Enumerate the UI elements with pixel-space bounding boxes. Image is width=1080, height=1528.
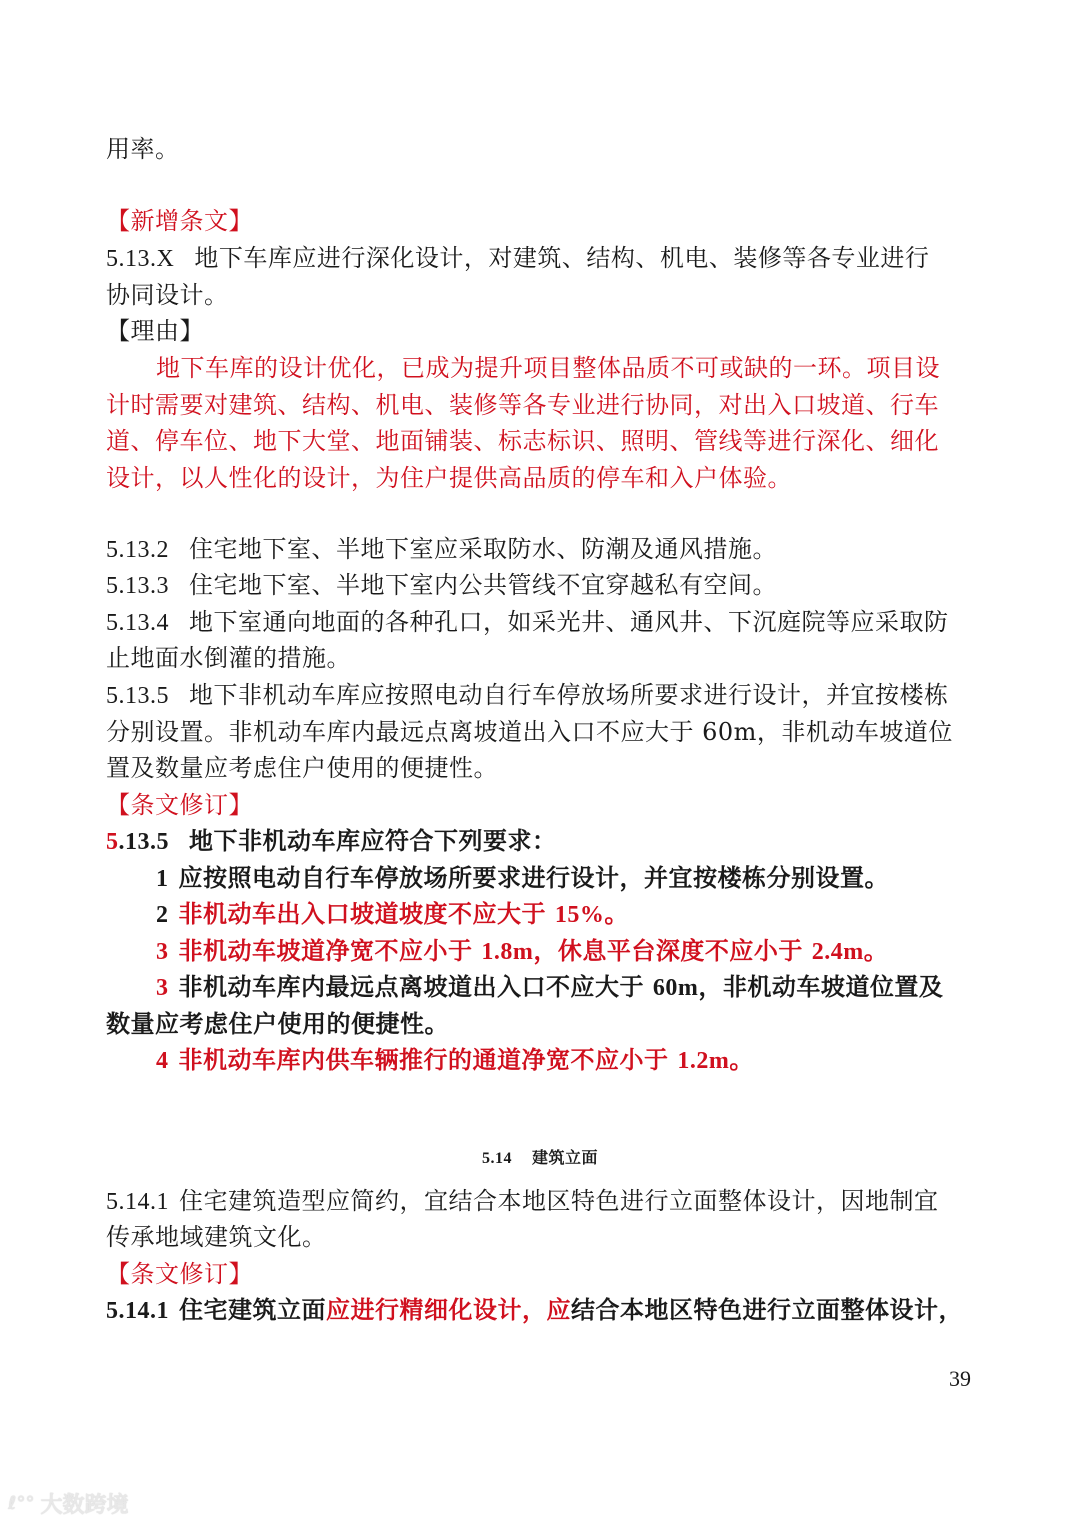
clause-5-13-5 [106, 677, 949, 714]
clause-5-13-4-cont [106, 640, 351, 676]
clause-text: 置及数量应考虑住户使用的便捷性。 [106, 754, 498, 782]
clause-5-13-x [106, 240, 929, 277]
tag-label: 【理由】 [106, 317, 204, 345]
revised-item-3 [156, 969, 943, 1006]
clause-number: 5.13.5 [106, 683, 169, 709]
clause-5-14-1 [106, 1183, 939, 1220]
clause-text: 地下车库应进行深化设计，对建筑、结构、机电、装修等各专业进行 [194, 244, 930, 272]
clause-text: 住宅地下室、半地下室应采取防水、防潮及通风措施。 [189, 535, 777, 563]
item-text: 数量应考虑住户使用的便捷性。 [106, 1009, 449, 1038]
clause-text: 结合本地区特色进行立面整体设计， [571, 1295, 963, 1324]
clause-number: 5.13.4 [106, 610, 169, 636]
clause-5-13-5-cont-1 [106, 714, 953, 750]
item-text-added: 非机动车库内供车辆推行的通道净宽不应小于 [178, 1045, 678, 1074]
revised-item-4 [156, 1042, 754, 1079]
item-text: 非机动车库内最远点离坡道出入口不应大于 [178, 972, 653, 1001]
clause-5-13-3 [106, 567, 777, 604]
item-number: 1 [156, 866, 169, 892]
tag-label: 【条文修订】 [106, 791, 253, 819]
item-number: 4 [156, 1048, 169, 1074]
watermark [8, 1488, 129, 1519]
watermark-logo-icon: ℓ°° [8, 1493, 35, 1514]
section-title: 建筑立面 [531, 1148, 598, 1167]
clause-text-added: 应进行精细化设计，应 [326, 1295, 571, 1324]
clause-text: 住宅建筑造型应简约，宜结合本地区特色进行立面整体设计，因地制宜 [179, 1187, 939, 1215]
punctuation: 。 [604, 899, 629, 928]
clause-5-13-2 [106, 531, 777, 568]
watermark-text: 大数跨境 [40, 1493, 129, 1518]
tag-label: 【新增条文】 [106, 207, 253, 235]
clause-5-13-x-cont [106, 277, 229, 313]
revision-tag [106, 787, 253, 823]
reason-line-2 [106, 387, 939, 423]
clause-text: 住宅建筑立面 [179, 1295, 326, 1324]
item-number: 3 [156, 975, 169, 1001]
clause-text: 止地面水倒灌的措施。 [106, 644, 351, 672]
clause-5-13-4 [106, 604, 949, 641]
clause-text: 传承地域建筑文化。 [106, 1223, 327, 1251]
item-text: 应按照电动自行车停放场所要求进行设计，并宜按楼栋分别设置。 [178, 863, 889, 892]
reason-line-4 [106, 460, 792, 496]
punctuation: 。 [863, 936, 889, 965]
revised-item-3-cont [106, 1006, 449, 1042]
clause-number: 5.14.1 [106, 1298, 169, 1324]
section-number: 5.14 [481, 1150, 512, 1167]
clause-number: 5.13.2 [106, 537, 169, 563]
clause-text: 地下非机动车库应符合下列要求： [189, 826, 557, 855]
clause-5-13-5-cont-2 [106, 750, 498, 786]
new-clause-tag [106, 203, 253, 239]
revised-item-3-added [156, 933, 888, 970]
page-number: 39 [949, 1366, 971, 1391]
item-value: 15% [554, 902, 605, 928]
revised-item-2 [156, 896, 629, 933]
reason-tag [106, 313, 204, 349]
punctuation: 。 [729, 1045, 754, 1074]
section-heading-5-14 [0, 1140, 1080, 1177]
text: 用率。 [106, 135, 180, 163]
item-value: 2.4m [811, 939, 864, 965]
reason-text: 设计，以人性化的设计，为住户提供高品质的停车和入户体验。 [106, 464, 792, 492]
reason-text: 道、停车位、地下大堂、地面铺装、标志标识、照明、管线等进行深化、细化 [106, 427, 939, 455]
item-number: 3 [156, 939, 169, 965]
reason-text: 计时需要对建筑、结构、机电、装修等各专业进行协同，对出入口坡道、行车 [106, 391, 939, 419]
clause-text: 地下室通向地面的各种孔口，如采光井、通风井、下沉庭院等应采取防 [189, 608, 949, 636]
paragraph-continuation [106, 131, 180, 167]
revised-item-1 [156, 860, 889, 897]
revised-clause-5-13-5 [106, 823, 557, 860]
item-value: 1.8m [481, 939, 534, 965]
clause-number: 5.13.3 [106, 573, 169, 599]
clause-text: 住宅地下室、半地下室内公共管线不宜穿越私有空间。 [189, 571, 777, 599]
clause-text: 地下非机动车库应按照电动自行车停放场所要求进行设计，并宜按楼栋 [189, 681, 949, 709]
revision-tag-2 [106, 1256, 253, 1292]
revised-clause-5-14-1 [106, 1292, 963, 1329]
reason-line-3 [106, 423, 939, 459]
item-value: 1.2m [677, 1048, 730, 1074]
clause-number: .13.5 [118, 829, 169, 855]
clause-5-14-1-cont [106, 1219, 327, 1255]
clause-number: 5.14.1 [106, 1189, 169, 1215]
tag-label: 【条文修订】 [106, 1260, 253, 1288]
clause-text: 分别设置。非机动车库内最远点离坡道出入口不应大于 60m，非机动车坡道位 [106, 718, 953, 746]
clause-number: 5.13.X [106, 246, 175, 272]
item-text-added: 非机动车出入口坡道坡度不应大于 [178, 899, 555, 928]
reason-text: 地下车库的设计优化，已成为提升项目整体品质不可或缺的一环。项目设 [156, 354, 940, 382]
reason-line-1 [156, 350, 940, 386]
item-number: 2 [156, 902, 169, 928]
clause-text: 协同设计。 [106, 281, 229, 309]
item-text-added: ，休息平台深度不应小于 [533, 936, 812, 965]
clause-number-changed: 5 [106, 829, 119, 855]
item-text: ，非机动车坡道位置及 [698, 972, 944, 1001]
item-value: 60m [652, 975, 699, 1001]
item-text-added: 非机动车坡道净宽不应小于 [178, 936, 482, 965]
